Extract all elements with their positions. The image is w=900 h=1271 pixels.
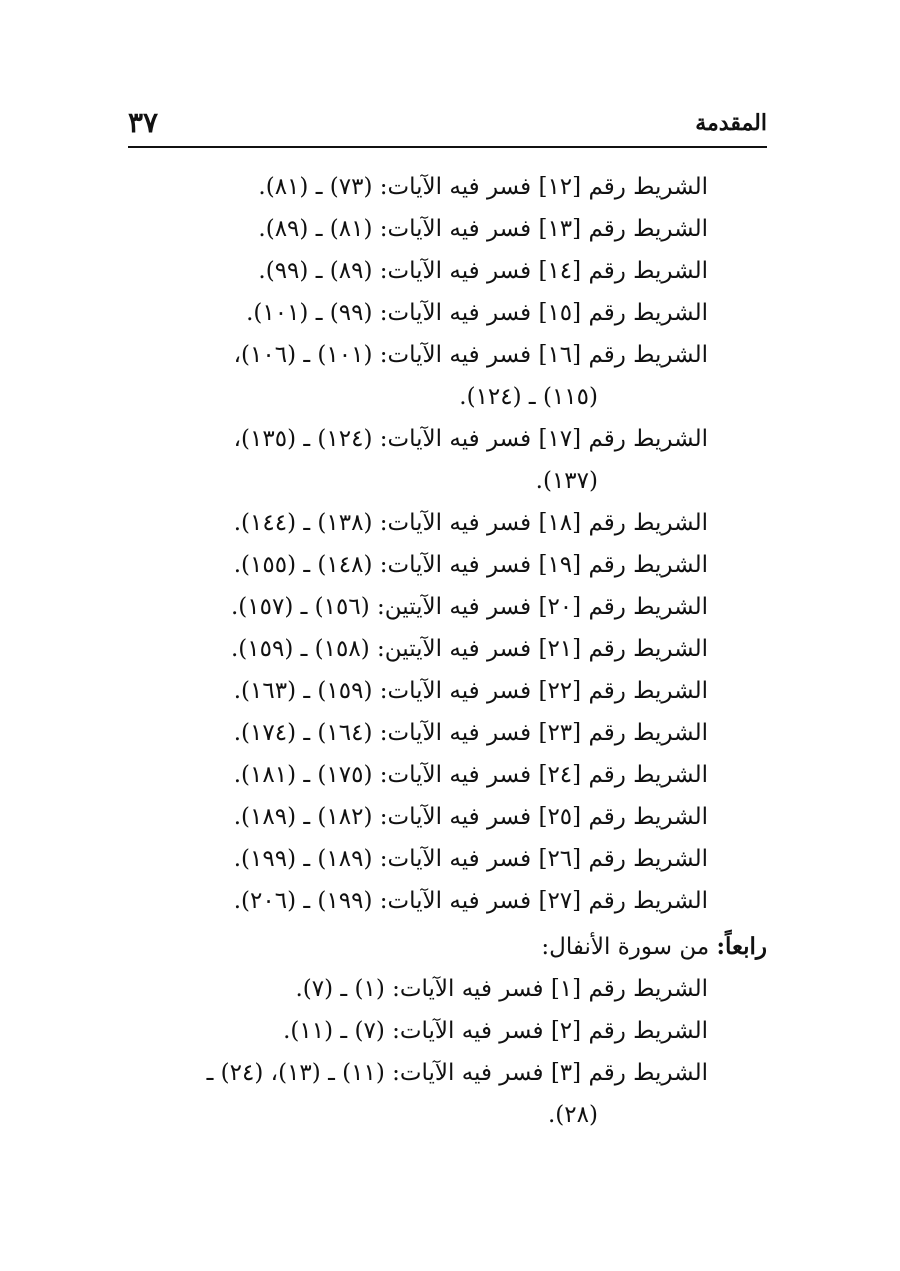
list-item: الشريط رقم [١٢] فسر فيه الآيات: (٧٣) ـ (٨١). [258, 174, 708, 200]
list-item: الشريط رقم [٢٥] فسر فيه الآيات: (١٨٢) ـ (١٨٩). [233, 804, 708, 830]
section-label: رابعاً: [716, 933, 767, 960]
list-item: الشريط رقم [٢٠] فسر فيه الآيتين: (١٥٦) ـ (١٥٧). [230, 594, 708, 620]
list-item: الشريط رقم [٢٤] فسر فيه الآيات: (١٧٥) ـ (١٨١). [233, 762, 708, 788]
list-item-continuation: (١١٥) ـ (١٢٤). [459, 384, 598, 410]
section-heading [171, 926, 767, 968]
list-item: الشريط رقم [١٣] فسر فيه الآيات: (٨١) ـ (٨٩). [258, 216, 708, 242]
list-item: الشريط رقم [١] فسر فيه الآيات: (١) ـ (٧). [295, 976, 708, 1002]
list-item: الشريط رقم [٢٣] فسر فيه الآيات: (١٦٤) ـ (١٧٤). [233, 720, 708, 746]
list-item: الشريط رقم [١٤] فسر فيه الآيات: (٨٩) ـ (٩٩). [258, 258, 708, 284]
list-item: الشريط رقم [١٧] فسر فيه الآيات: (١٢٤) ـ (١٣٥)، (١٣٧). [112, 418, 708, 502]
page-header [128, 104, 767, 144]
list-item: الشريط رقم [١٥] فسر فيه الآيات: (٩٩) ـ (١٠١). [246, 300, 708, 326]
list-item: الشريط رقم [٢٢] فسر فيه الآيات: (١٥٩) ـ (١٦٣). [233, 678, 708, 704]
list-item: الشريط رقم [٢٦] فسر فيه الآيات: (١٨٩) ـ (١٩٩). [233, 846, 708, 872]
list-item: الشريط رقم [١٦] فسر فيه الآيات: (١٠١) ـ (١٠٦)، (١١٥) ـ (١٢٤). [112, 334, 708, 418]
list-item: الشريط رقم [١٩] فسر فيه الآيات: (١٤٨) ـ (١٥٥). [233, 552, 708, 578]
page-number: ٣٧ [128, 106, 159, 139]
list-item-continuation: (٢٨). [548, 1102, 598, 1128]
list-item: الشريط رقم [٢١] فسر فيه الآيتين: (١٥٨) ـ (١٥٩). [230, 636, 708, 662]
list-item: الشريط رقم [٢] فسر فيه الآيات: (٧) ـ (١١). [283, 1018, 708, 1044]
page-body [112, 166, 767, 1136]
list-item-continuation: (١٣٧). [535, 468, 598, 494]
list-item: الشريط رقم [٣] فسر فيه الآيات: (١١) ـ (١٣)، (٢٤) ـ (٢٨). [112, 1052, 708, 1136]
header-rule [128, 146, 767, 148]
list-item: الشريط رقم [١٨] فسر فيه الآيات: (١٣٨) ـ (١٤٤). [233, 510, 708, 536]
running-title: المقدمة [695, 110, 767, 136]
list-item: الشريط رقم [٢٧] فسر فيه الآيات: (١٩٩) ـ (٢٠٦). [233, 888, 708, 914]
section-title: من سورة الأنفال: [541, 934, 710, 960]
